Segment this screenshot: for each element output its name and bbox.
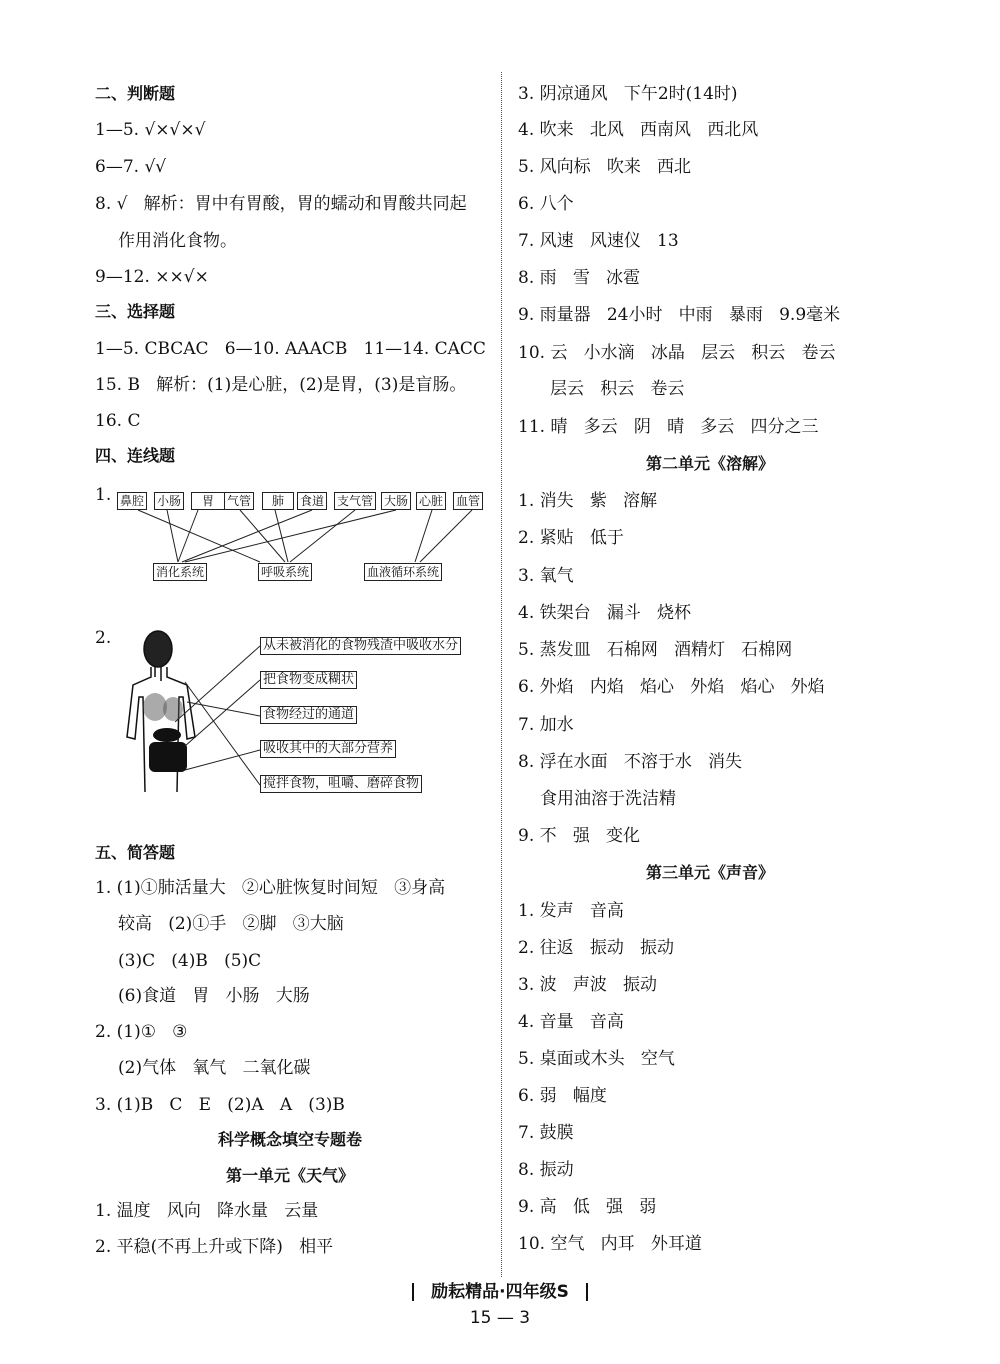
answer-line: 9. 雨量器 24小时 中雨 暴雨 9.9毫米 xyxy=(518,305,841,325)
organ-box: 肺 xyxy=(262,492,294,510)
answer-line: 9. 高 低 强 弱 xyxy=(518,1197,657,1217)
system-box: 呼吸系统 xyxy=(258,563,312,581)
answer-line: 食用油溶于洗洁精 xyxy=(540,789,676,809)
answer-line: (6)食道 胃 小肠 大肠 xyxy=(118,986,310,1006)
answer-line: 4. 铁架台 漏斗 烧杯 xyxy=(518,603,692,623)
answer-line: 3. 氧气 xyxy=(518,566,574,586)
answer-line: 5. 桌面或木头 空气 xyxy=(518,1049,675,1069)
function-box: 搅拌食物，咀嚼、磨碎食物 xyxy=(260,775,422,793)
organ-box: 鼻腔 xyxy=(117,492,147,510)
organ-box: 血管 xyxy=(453,492,483,510)
answer-line: 2. (1)① ③ xyxy=(95,1022,188,1042)
answer-line: 2. 平稳(不再上升或下降) 相平 xyxy=(95,1237,334,1257)
answer-line: 15. B 解析：(1)是心脏，(2)是胃，(3)是盲肠。 xyxy=(95,375,467,395)
answer-line: 层云 积云 卷云 xyxy=(550,379,685,399)
answer-line: 7. 风速 风速仪 13 xyxy=(518,231,679,251)
answer-line: 1—5. √×√×√ xyxy=(95,120,206,140)
organ-box: 胃 xyxy=(191,492,225,510)
answer-line: 1. 温度 风向 降水量 云量 xyxy=(95,1201,319,1221)
organ-box: 支气管 xyxy=(334,492,376,510)
answer-line: 1—5. CBCAC 6—10. AAACB 11—14. CACC xyxy=(95,339,486,359)
organ-box: 心脏 xyxy=(416,492,446,510)
answer-line: 5. 蒸发皿 石棉网 酒精灯 石棉网 xyxy=(518,640,793,660)
function-box: 食物经过的通道 xyxy=(260,706,357,724)
page-number: 15 — 3 xyxy=(469,1308,531,1328)
answer-line: 3. 波 声波 振动 xyxy=(518,975,658,995)
answer-line: 6—7. √√ xyxy=(95,157,167,177)
answer-line: 11. 晴 多云 阴 晴 多云 四分之三 xyxy=(518,417,819,437)
question-number: 1. xyxy=(95,485,112,505)
function-box: 把食物变成糊状 xyxy=(260,671,357,689)
answer-line: 4. 音量 音高 xyxy=(518,1012,624,1032)
system-box: 血液循环系统 xyxy=(364,563,442,581)
column-divider xyxy=(501,72,502,1277)
section-heading-matching: 四、连线题 xyxy=(95,446,176,465)
answer-line: 1. (1)①肺活量大 ②心脏恢复时间短 ③身高 xyxy=(95,878,446,898)
answer-line: 5. 风向标 吹来 西北 xyxy=(518,157,692,177)
answer-line: (3)C (4)B (5)C xyxy=(118,951,262,971)
organ-box: 小肠 xyxy=(154,492,184,510)
answer-line: 3. (1)B C E (2)A A (3)B xyxy=(95,1095,345,1115)
answer-line: 9. 不 强 变化 xyxy=(518,826,641,846)
answer-line: (2)气体 氧气 二氧化碳 xyxy=(118,1058,311,1078)
answer-line: 10. 云 小水滴 冰晶 层云 积云 卷云 xyxy=(518,343,836,363)
organ-box: 气管 xyxy=(224,492,254,510)
organ-box: 大肠 xyxy=(381,492,411,510)
answer-line: 9—12. ××√× xyxy=(95,267,209,287)
unit-title: 第三单元《声音》 xyxy=(645,863,774,882)
answer-line: 较高 (2)①手 ②脚 ③大脑 xyxy=(118,914,344,934)
section-heading-choice: 三、选择题 xyxy=(95,302,176,321)
question-number: 2. xyxy=(95,628,112,648)
answer-line: 4. 吹来 北风 西南风 西北风 xyxy=(518,120,759,140)
answer-line: 8. √ 解析：胃中有胃酸，胃的蠕动和胃酸共同起 xyxy=(95,194,467,214)
answer-line: 6. 八个 xyxy=(518,194,574,214)
answer-line: 6. 弱 幅度 xyxy=(518,1086,607,1106)
footer-brand: 励耘精品·四年级S xyxy=(412,1280,588,1304)
answer-line: 1. 发声 音高 xyxy=(518,901,624,921)
answer-line: 10. 空气 内耳 外耳道 xyxy=(518,1234,702,1254)
answer-line: 1. 消失 紫 溶解 xyxy=(518,491,658,511)
answer-line: 8. 浮在水面 不溶于水 消失 xyxy=(518,752,743,772)
section-heading-judgement: 二、判断题 xyxy=(95,84,176,103)
section-heading-short-answer: 五、简答题 xyxy=(95,843,176,862)
answer-line: 7. 加水 xyxy=(518,715,574,735)
section-title: 科学概念填空专题卷 xyxy=(217,1130,362,1149)
unit-title: 第二单元《溶解》 xyxy=(645,454,774,473)
answer-line: 2. 往返 振动 振动 xyxy=(518,938,675,958)
answer-line: 8. 振动 xyxy=(518,1160,574,1180)
function-box: 吸收其中的大部分营养 xyxy=(260,740,396,758)
answer-line: 16. C xyxy=(95,411,141,431)
function-box: 从未被消化的食物残渣中吸收水分 xyxy=(260,637,461,655)
answer-line: 3. 阴凉通风 下午2时(14时) xyxy=(518,84,738,104)
system-box: 消化系统 xyxy=(153,563,207,581)
answer-line: 2. 紧贴 低于 xyxy=(518,528,624,548)
unit-title: 第一单元《天气》 xyxy=(225,1166,354,1185)
answer-line: 7. 鼓膜 xyxy=(518,1123,574,1143)
organ-box: 食道 xyxy=(297,492,327,510)
answer-line: 8. 雨 雪 冰雹 xyxy=(518,268,641,288)
answer-line: 作用消化食物。 xyxy=(118,231,237,251)
answer-line: 6. 外焰 内焰 焰心 外焰 焰心 外焰 xyxy=(518,677,825,697)
